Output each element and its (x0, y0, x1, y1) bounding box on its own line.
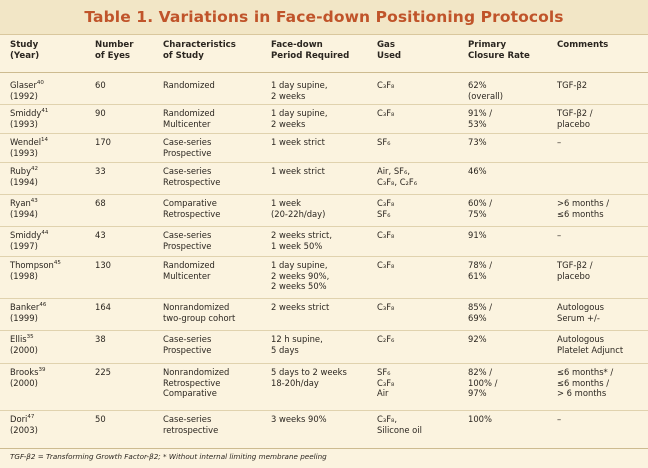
cell-closure-rate: 60% / 75% (468, 198, 493, 219)
cell-period: 5 days to 2 weeks 18-20h/day (271, 367, 347, 388)
cell-closure-rate: 100% (468, 414, 492, 424)
study-name: Glaser (10, 80, 37, 90)
study-name: Banker (10, 302, 40, 312)
cell-eyes: 33 (95, 166, 106, 176)
cell-closure-rate: 91% / 53% (468, 108, 493, 129)
cell-study (10, 108, 88, 129)
study-reference: 35 (26, 334, 34, 341)
table-row (0, 104, 648, 134)
cell-eyes: 43 (95, 230, 106, 240)
study-year: (1998) (10, 270, 38, 281)
cell-study (10, 80, 88, 101)
table-header (0, 40, 648, 73)
cell-comments: – (557, 137, 562, 147)
study-year: (1992) (10, 90, 38, 101)
cell-comments: – (557, 230, 562, 240)
cell-characteristics: Randomized Multicenter (163, 108, 215, 129)
study-year: (2000) (10, 377, 38, 388)
study-name: Thompson (10, 260, 54, 270)
study-reference: 46 (39, 302, 47, 309)
study-reference: 47 (27, 414, 35, 421)
study-reference: 42 (31, 166, 39, 173)
cell-eyes: 68 (95, 198, 106, 208)
header-comments: Comments (557, 40, 609, 50)
study-reference: 39 (38, 367, 46, 374)
cell-gas: C₃F₈ (377, 230, 395, 240)
header-period: Face-down Period Required (271, 40, 350, 61)
study-year: (1993) (10, 118, 38, 129)
cell-study (10, 414, 88, 435)
cell-period: 1 week (20-22h/day) (271, 198, 326, 219)
table-row (0, 76, 648, 105)
table-row (0, 298, 648, 331)
cell-closure-rate: 73% (468, 137, 487, 147)
cell-closure-rate: 91% (468, 230, 487, 240)
cell-comments: TGF-β2 / placebo (557, 108, 593, 129)
study-year: (1994) (10, 176, 38, 187)
cell-characteristics: Case-series Prospective (163, 230, 212, 251)
cell-closure-rate: 78% / 61% (468, 260, 493, 281)
cell-study (10, 367, 88, 388)
header-study: Study (Year) (10, 40, 40, 61)
study-name: Ellis (10, 334, 27, 344)
study-reference: 14 (41, 137, 49, 144)
study-year: (1993) (10, 147, 38, 158)
cell-study (10, 302, 88, 323)
cell-characteristics: Nonrandomized two-group cohort (163, 302, 236, 323)
cell-characteristics: Randomized Multicenter (163, 260, 215, 281)
cell-study (10, 230, 88, 251)
cell-period: 1 week strict (271, 166, 325, 176)
cell-closure-rate: 46% (468, 166, 487, 176)
study-name: Wendel (10, 137, 42, 147)
cell-period: 12 h supine, 5 days (271, 334, 323, 355)
study-name: Brooks (10, 367, 39, 377)
cell-gas: C₃F₈, Silicone oil (377, 414, 422, 435)
cell-gas: SF₆ C₃F₈ Air (377, 367, 395, 398)
study-name: Ruby (10, 166, 32, 176)
table-row (0, 194, 648, 227)
table-row (0, 410, 648, 449)
header-eyes: Number of Eyes (95, 40, 134, 61)
cell-comments: TGF-β2 (557, 80, 588, 90)
study-reference: 43 (30, 198, 38, 205)
cell-gas: C₃F₈ (377, 302, 395, 312)
table-row (0, 256, 648, 299)
study-year: (1997) (10, 240, 38, 251)
cell-study (10, 260, 88, 281)
table-row (0, 162, 648, 195)
cell-comments: – (557, 414, 562, 424)
study-year: (1994) (10, 208, 38, 219)
table-row (0, 363, 648, 411)
footnote: TGF-β2 = Transforming Growth Factor-β2; * Without internal limiting membrane peeling (10, 452, 327, 461)
table-title: Table 1. Variations in Face-down Positioning Protocols (0, 0, 648, 35)
study-reference: 44 (41, 230, 49, 237)
cell-gas: C₃F₈ (377, 108, 395, 118)
study-reference: 41 (41, 108, 49, 115)
cell-gas: Air, SF₆, C₃F₈, C₂F₆ (377, 166, 418, 187)
cell-period: 2 weeks strict (271, 302, 330, 312)
cell-characteristics: Comparative Retrospective (163, 198, 221, 219)
cell-comments: TGF-β2 / placebo (557, 260, 593, 281)
cell-eyes: 38 (95, 334, 106, 344)
cell-eyes: 170 (95, 137, 111, 147)
cell-characteristics: Case-series Prospective (163, 137, 212, 158)
study-name: Dori (10, 414, 28, 424)
cell-characteristics: Case-series Retrospective (163, 166, 221, 187)
cell-eyes: 164 (95, 302, 111, 312)
table-row (0, 226, 648, 257)
study-year: (1999) (10, 312, 38, 323)
cell-closure-rate: 85% / 69% (468, 302, 493, 323)
cell-period: 1 day supine, 2 weeks 90%, 2 weeks 50% (271, 260, 330, 291)
header-characteristics: Characteristics of Study (163, 40, 236, 61)
cell-comments: >6 months / ≤6 months (557, 198, 610, 219)
cell-gas: SF₆ (377, 137, 391, 147)
table-row (0, 330, 648, 364)
cell-eyes: 130 (95, 260, 111, 270)
header-gas: Gas Used (377, 40, 402, 61)
cell-study (10, 166, 88, 187)
cell-gas: C₃F₈ (377, 80, 395, 90)
cell-period: 2 weeks strict, 1 week 50% (271, 230, 332, 251)
cell-characteristics: Case-series Prospective (163, 334, 212, 355)
cell-comments: Autologous Serum +/- (557, 302, 605, 323)
cell-study (10, 334, 88, 355)
cell-closure-rate: 82% / 100% / 97% (468, 367, 498, 398)
cell-closure-rate: 92% (468, 334, 487, 344)
cell-characteristics: Case-series retrospective (163, 414, 219, 435)
cell-study (10, 137, 88, 158)
cell-gas: C₃F₈ SF₆ (377, 198, 395, 219)
cell-characteristics: Randomized (163, 80, 215, 90)
cell-eyes: 225 (95, 367, 111, 377)
study-name: Smiddy (10, 108, 42, 118)
table-row (0, 133, 648, 163)
header-closure-rate: Primary Closure Rate (468, 40, 530, 61)
cell-eyes: 60 (95, 80, 106, 90)
cell-eyes: 90 (95, 108, 106, 118)
cell-gas: C₃F₈ (377, 260, 395, 270)
cell-comments: ≤6 months* / ≤6 months / > 6 months (557, 367, 614, 398)
study-name: Ryan (10, 198, 31, 208)
cell-period: 3 weeks 90% (271, 414, 327, 424)
cell-comments: Autologous Platelet Adjunct (557, 334, 624, 355)
study-reference: 40 (36, 80, 44, 87)
study-year: (2000) (10, 344, 38, 355)
cell-eyes: 50 (95, 414, 106, 424)
cell-characteristics: Nonrandomized Retrospective Comparative (163, 367, 230, 398)
study-name: Smiddy (10, 230, 42, 240)
cell-period: 1 day supine, 2 weeks (271, 108, 328, 129)
cell-period: 1 day supine, 2 weeks (271, 80, 328, 101)
cell-study (10, 198, 88, 219)
cell-gas: C₂F₆ (377, 334, 395, 344)
study-reference: 45 (53, 260, 61, 267)
cell-closure-rate: 62% (overall) (468, 80, 503, 101)
study-year: (2003) (10, 424, 38, 435)
cell-period: 1 week strict (271, 137, 325, 147)
